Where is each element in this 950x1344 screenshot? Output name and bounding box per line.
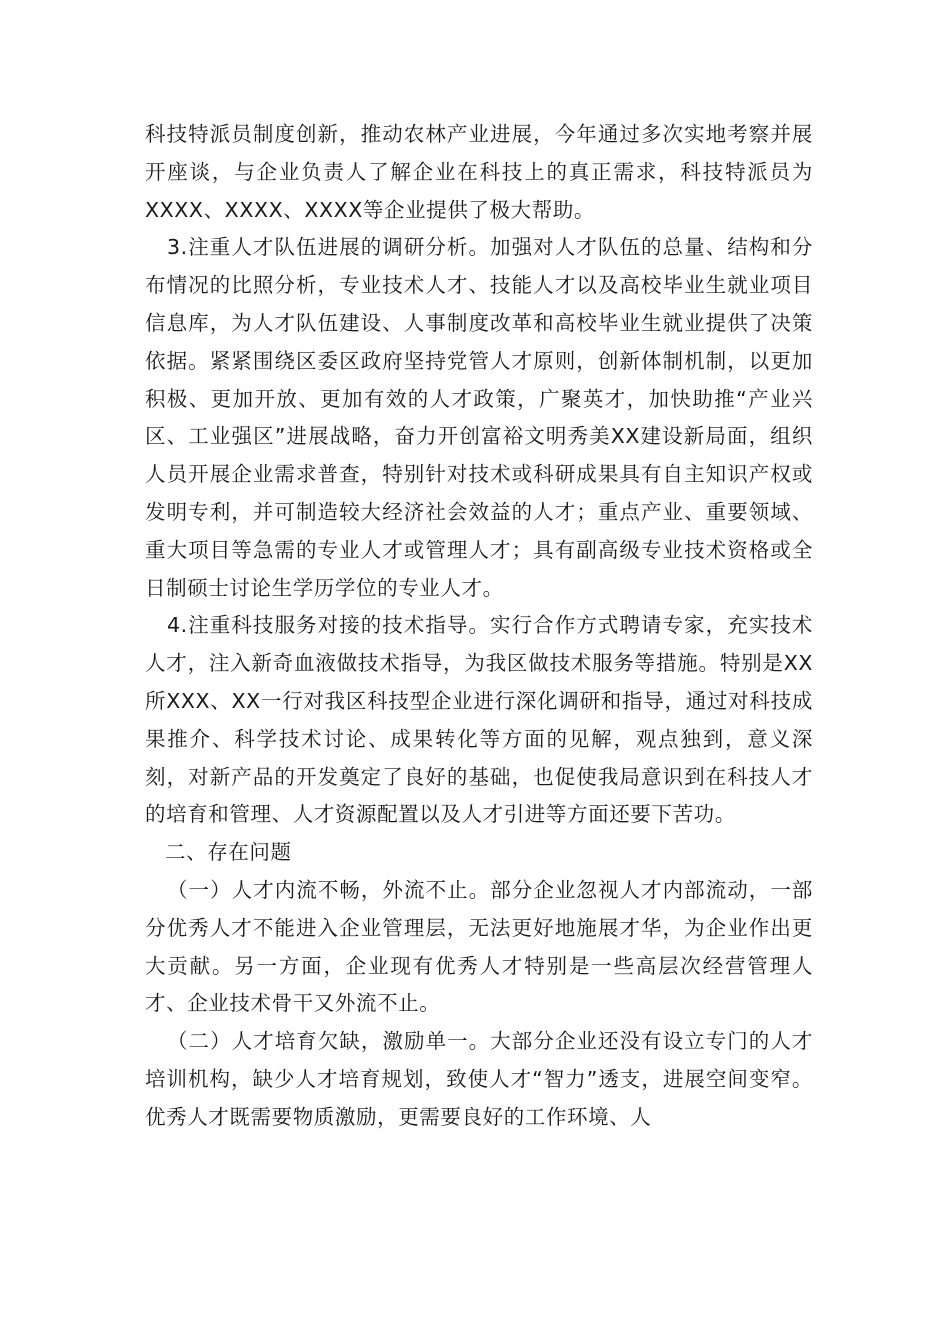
paragraph-continuation: 科技特派员制度创新，推动农林产业进展，今年通过多次实地考察并展开座谈，与企业负责人了解企业在科技上的真正需求，科技特派员为XXXX、XXXX、XXXX等企业提供了极大帮助。 bbox=[145, 122, 813, 222]
paragraph-talent-flow: （一）人才内流不畅，外流不止。部分企业忽视人才内部流动，一部分优秀人才不能进入企业管理层，无法更好地施展才华，为企业作出更大贡献。另一方面，企业现有优秀人才特别是一些高层次经营管理人才、企业技术骨干又外流不止。 bbox=[145, 877, 813, 1016]
paragraph-tech-guidance: 4.注重科技服务对接的技术指导。实行合作方式聘请专家，充实技术人才，注入新奇血液做技术指导，为我区做技术服务等措施。特别是XX所XXX、XX一行对我区科技型企业进行深化调研和指导，通过对科技成果推介、科学技术讨论、成果转化等方面的见解，观点独到，意义深刻，对新产品的开发奠定了良好的基础，也促使我局意识到在科技人才的培育和管理、人才资源配置以及人才引进等方面还要下苦功。 bbox=[145, 613, 813, 827]
document-body bbox=[145, 116, 813, 1137]
section-heading-problems: 二、存在问题 bbox=[165, 840, 292, 865]
paragraph-talent-research: 3.注重人才队伍进展的调研分析。加强对人才队伍的总量、结构和分布情况的比照分析，专业技术人才、技能人才以及高校毕业生就业项目信息库，为人才队伍建设、人事制度改革和高校毕业生就业提供了决策依据。紧紧围绕区委区政府坚持党管人才原则，创新体制机制，以更加积极、更加开放、更加有效的人才政策，广聚英才，加快助推“产业兴区、工业强区”进展战略，奋力开创富裕文明秀美XX建设新局面，组织人员开展企业需求普查，特别针对技术或科研成果具有自主知识产权或发明专利，并可制造较大经济社会效益的人才；重点产业、重要领域、重大项目等急需的专业人才或管理人才；具有副高级专业技术资格或全日制硕士讨论生学历学位的专业人才。 bbox=[145, 235, 813, 600]
paragraph-talent-training: （二）人才培育欠缺，激励单一。大部分企业还没有设立专门的人才培训机构，缺少人才培育规划，致使人才“智力”透支，进展空间变窄。优秀人才既需要物质激励，更需要良好的工作环境、人 bbox=[145, 1029, 813, 1129]
